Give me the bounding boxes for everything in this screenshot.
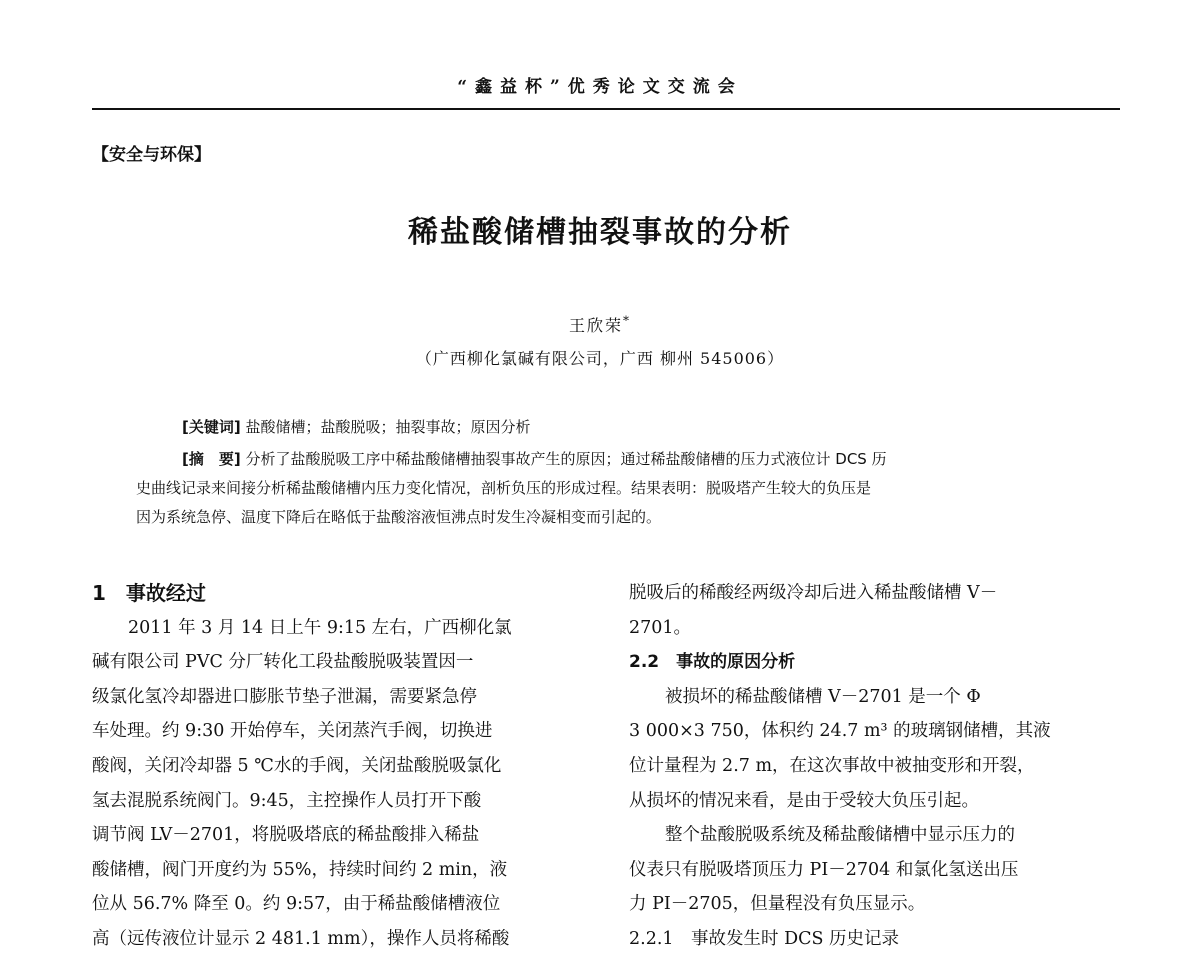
body-line: 高（远传液位计显示 2 481.1 mm），操作人员将稀酸	[92, 928, 510, 949]
body-line: 酸储槽，阀门开度约为 55%，持续时间约 2 min，液	[92, 859, 508, 880]
left-column	[92, 576, 587, 957]
author-name: 王欣荣	[568, 316, 623, 335]
body-line: 位计量程为 2.7 m，在这次事故中被抽变形和开裂，	[629, 755, 1035, 776]
body-line: 碱有限公司 PVC 分厂转化工段盐酸脱吸装置因一	[92, 652, 474, 673]
body-line: 仪表只有脱吸塔顶压力 PI－2704 和氯化氢送出压	[629, 859, 1019, 880]
abstract-line	[136, 445, 1086, 474]
body-line: 2011 年 3 月 14 日上午 9:15 左右，广西柳化氯	[128, 617, 512, 638]
section-heading-2-2-1: 2.2.1 事故发生时 DCS 历史记录	[629, 928, 900, 949]
body-line: 3 000×3 750，体积约 24.7 m³ 的玻璃钢储槽，其液	[629, 721, 1051, 742]
body-line: 力 PI－2705，但量程没有负压显示。	[629, 894, 926, 915]
abstract-line: 因为系统急停、温度下降后在略低于盐酸溶液恒沸点时发生冷凝相变而引起的。	[136, 508, 662, 526]
section-heading-1: 1 事故经过	[92, 581, 206, 605]
body-line: 酸阀，关闭冷却器 5 ℃水的手阀，关闭盐酸脱吸氯化	[92, 755, 502, 776]
body-line: 氢去混脱系统阀门。9:45，主控操作人员打开下酸	[92, 790, 482, 811]
abstract-line-text: 分析了盐酸脱吸工序中稀盐酸储槽抽裂事故产生的原因；通过稀盐酸储槽的压力式液位计 DCS 历	[245, 450, 887, 468]
body-line: 整个盐酸脱吸系统及稀盐酸储槽中显示压力的	[665, 825, 1015, 846]
body-line: 脱吸后的稀酸经两级冷却后进入稀盐酸储槽 V－	[629, 583, 998, 603]
keywords	[182, 416, 531, 437]
running-header: “鑫益杯”优秀论文交流会	[457, 77, 743, 97]
section-tag: 【安全与环保】	[92, 145, 211, 165]
affiliation: （广西柳化氯碱有限公司，广西 柳州 545006）	[415, 349, 785, 368]
body-line: 2701。	[629, 617, 692, 638]
keywords-label: [关键词]	[182, 418, 241, 436]
body-line: 位从 56.7% 降至 0。约 9:57，由于稀盐酸储槽液位	[92, 894, 501, 915]
abstract	[136, 445, 1086, 532]
body-line: 级氯化氢冷却器进口膨胀节垫子泄漏，需要紧急停	[92, 686, 477, 707]
section-heading-2-2: 2.2 事故的原因分析	[629, 652, 796, 673]
header-rule	[92, 108, 1120, 110]
body-line: 调节阀 LV－2701，将脱吸塔底的稀盐酸排入稀盐	[92, 825, 480, 846]
abstract-label: [摘 要]	[182, 450, 241, 468]
right-column	[629, 576, 1129, 957]
abstract-line: 史曲线记录来间接分析稀盐酸储槽内压力变化情况，剖析负压的形成过程。结果表明：脱吸塔产生较大的负压是	[136, 479, 872, 497]
author-line	[0, 313, 1200, 336]
body-line: 从损坏的情况来看，是由于受较大负压引起。	[629, 790, 979, 811]
body-line: 被损坏的稀盐酸储槽 V－2701 是一个 Φ	[665, 686, 981, 707]
paper-title: 稀盐酸储槽抽裂事故的分析	[408, 215, 792, 250]
author-footnote-mark: *	[623, 313, 631, 328]
body-line: 车处理。约 9:30 开始停车，关闭蒸汽手阀，切换进	[92, 721, 493, 742]
keywords-text: 盐酸储槽；盐酸脱吸；抽裂事故；原因分析	[245, 418, 531, 436]
